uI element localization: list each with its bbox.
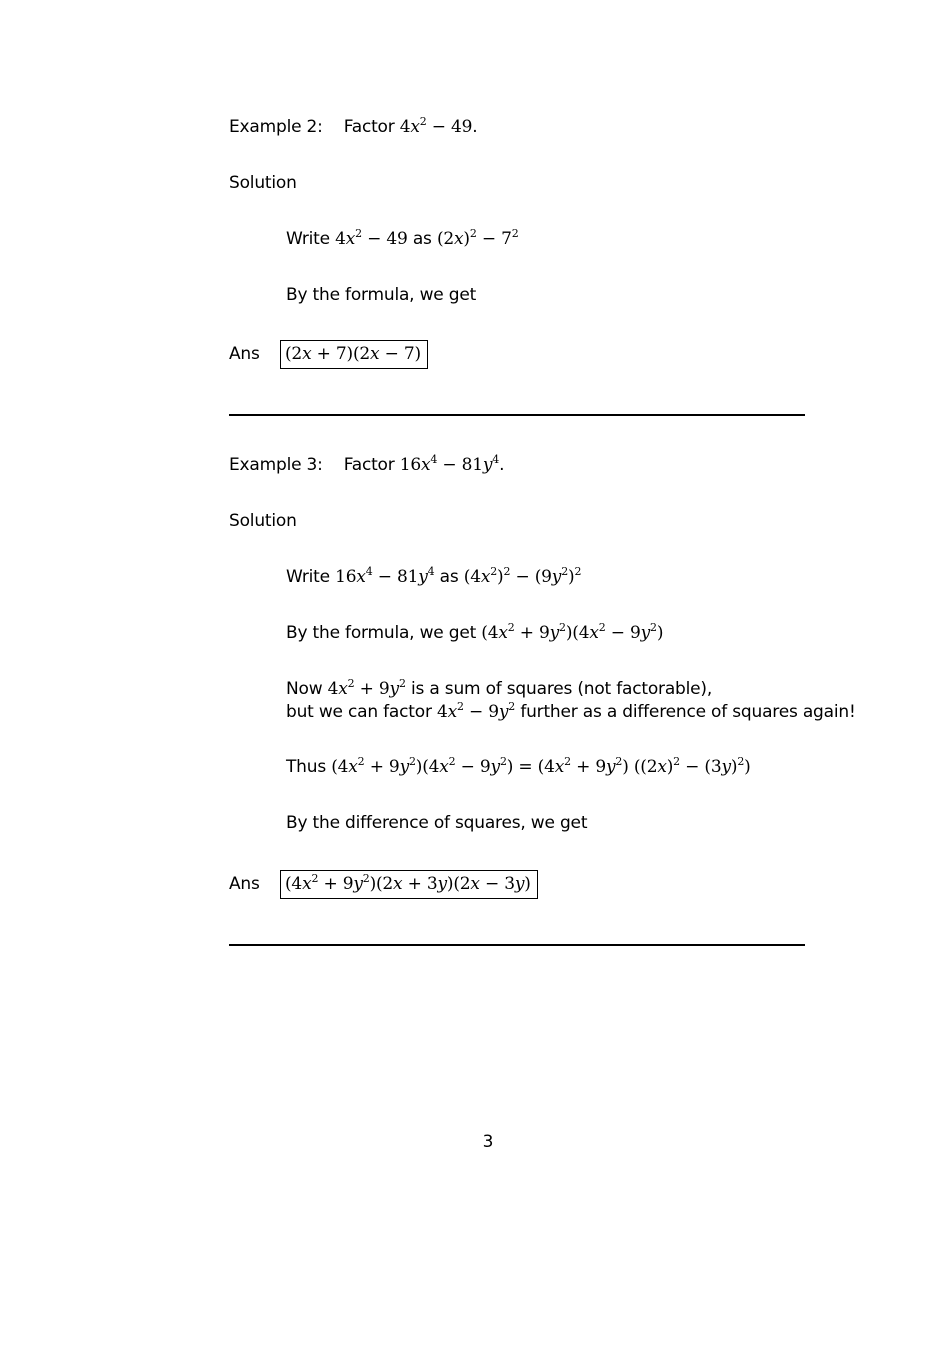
example-3-further-text: further as a difference of squares again! — [520, 702, 856, 722]
example-3-task-word: Factor — [343, 455, 395, 475]
example-3-write-word: Write — [286, 567, 330, 587]
example-2-answer — [229, 340, 428, 369]
divider-1 — [229, 414, 805, 416]
example-3-formula-step — [286, 622, 663, 644]
example-3-expression: $16x^4 - 81y^4$ — [399, 453, 500, 475]
example-3-sum-text: is a sum of squares (not factorable), — [410, 679, 713, 699]
example-3-formula-expr: $(4x^2 + 9y^2)(4x^2 - 9y^2)$ — [481, 621, 664, 643]
example-2-ans-label: Ans — [229, 344, 260, 364]
example-3-thus-word: Thus — [286, 757, 326, 777]
example-2-formula-step: By the formula, we get — [286, 285, 477, 305]
example-3-but-line — [286, 701, 856, 723]
example-2-write-word: Write — [286, 229, 330, 249]
example-3-heading: Example 3: Factor $16x^4 - 81y^4$. — [229, 453, 505, 475]
example-3-squares-expr: $(4x^2)^2 - (9y^2)^2$ — [463, 565, 582, 587]
example-2-squares-expr: $(2x)^2 - 7^2$ — [436, 227, 519, 249]
example-3-difference-step: By the difference of squares, we get — [286, 813, 588, 833]
example-2-expression: $4x^2 - 49$ — [399, 115, 473, 137]
example-2-answer-box: (2x + 7)(2x − 7) — [280, 340, 428, 369]
example-2-write-expr: $4x^2 - 49$ — [335, 227, 408, 249]
example-3-diff-expr: $4x^2 - 9y^2$ — [436, 700, 516, 722]
example-3-as-word: as — [439, 567, 459, 587]
example-3-thus-line — [286, 756, 751, 778]
example-3-ans-label: Ans — [229, 874, 260, 894]
example-3-now-word: Now — [286, 679, 323, 699]
example-2-task-word: Factor — [343, 117, 395, 137]
divider-2 — [229, 944, 805, 946]
example-3-but-text: but we can factor — [286, 702, 432, 722]
example-2-as-word: as — [412, 229, 432, 249]
page-number: 3 — [482, 1132, 494, 1152]
example-3-answer — [229, 870, 538, 899]
example-3-formula-text: By the formula, we get — [286, 623, 477, 643]
example-3-sum-expr: $4x^2 + 9y^2$ — [327, 677, 406, 699]
example-3-solution-label: Solution — [229, 511, 297, 531]
example-2-solution-label: Solution — [229, 173, 297, 193]
example-3-write-expr: $16x^4 - 81y^4$ — [335, 565, 435, 587]
example-2-write-step — [286, 228, 519, 250]
example-3-now-line — [286, 678, 712, 700]
example-3-answer-box: $(4x^2 + 9y^2)(2x + 3y)(2x - 3y)$ — [280, 870, 538, 899]
example-2-heading: Example 2: Factor $4x^2 - 49$. — [229, 115, 478, 137]
example-3-label: Example 3: — [229, 455, 323, 475]
example-2-label: Example 2: — [229, 117, 323, 137]
example-3-thus-expr: $(4x^2 + 9y^2)(4x^2 - 9y^2) = (4x^2 + 9y^2) ((2x)^2 - (3y)^2)$ — [331, 755, 751, 777]
example-3-write-step — [286, 566, 581, 588]
